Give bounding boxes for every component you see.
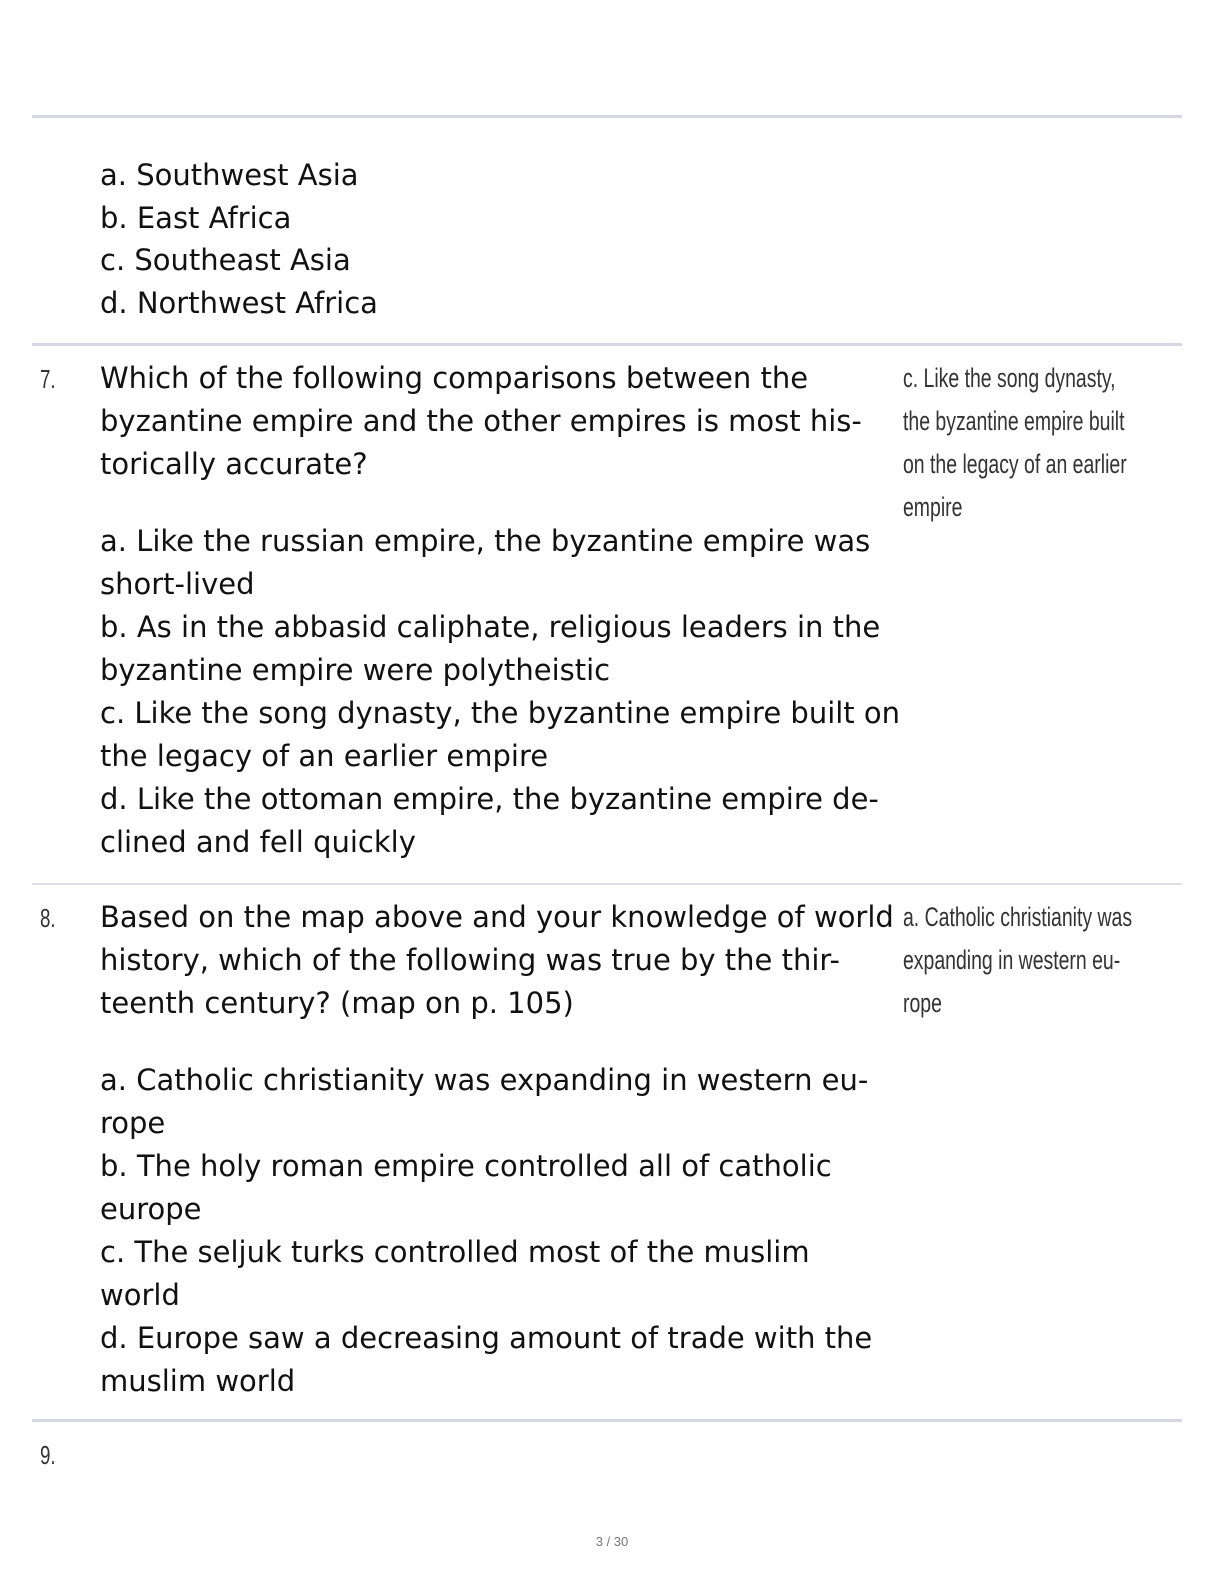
q7-option-line: short-lived	[100, 567, 255, 601]
q7-question-line: Which of the following comparisons between the	[100, 361, 809, 395]
q8-option-line: europe	[100, 1192, 202, 1226]
q8-option-line: a. Catholic christianity was expanding in western eu-	[100, 1063, 869, 1097]
question-7-number: 7.	[40, 364, 56, 394]
q6-option-b: b. East Africa	[100, 201, 292, 235]
q7-answer-line: on the legacy of an earlier	[903, 449, 1127, 479]
q8-option-line: world	[100, 1278, 180, 1312]
q7-option-line: byzantine empire were polytheistic	[100, 653, 611, 687]
q7-option-line: clined and fell quickly	[100, 825, 416, 859]
q8-option-line: b. The holy roman empire controlled all of catholic	[100, 1149, 832, 1183]
q7-option-line: c. Like the song dynasty, the byzantine empire built on	[100, 696, 901, 730]
q8-option-line: muslim world	[100, 1364, 296, 1398]
q6-option-c: c. Southeast Asia	[100, 243, 351, 277]
q7-answer-line: c. Like the song dynasty,	[903, 363, 1116, 393]
divider-q8-q9	[32, 1419, 1182, 1422]
q6-option-a: a. Southwest Asia	[100, 158, 359, 192]
question-8-number: 8.	[40, 903, 56, 933]
question-7-answer	[903, 357, 1177, 529]
question-9-number: 9.	[40, 1440, 56, 1470]
q8-option-line: rope	[100, 1106, 166, 1140]
page-number: 3 / 30	[595, 1534, 629, 1549]
q8-question-line: Based on the map above and your knowledge of world	[100, 900, 894, 934]
q7-answer-line: empire	[903, 492, 963, 522]
q8-question-line: history, which of the following was true by the thir-	[100, 943, 840, 977]
q7-option-line: the legacy of an earlier empire	[100, 739, 549, 773]
q7-question-line: torically accurate?	[100, 447, 368, 481]
q7-answer-line: the byzantine empire built	[903, 406, 1125, 436]
q8-option-line: d. Europe saw a decreasing amount of trade with the	[100, 1321, 873, 1355]
q7-question-line: byzantine empire and the other empires is most his-	[100, 404, 862, 438]
q8-answer-line: rope	[903, 988, 942, 1018]
top-divider	[32, 115, 1182, 118]
q8-question-line: teenth century? (map on p. 105)	[100, 986, 574, 1020]
divider-q7-q8	[32, 883, 1182, 885]
question-8-answer	[903, 896, 1177, 1025]
q7-option-line: d. Like the ottoman empire, the byzantine empire de-	[100, 782, 879, 816]
q8-answer-line: expanding in western eu-	[903, 945, 1121, 975]
q7-option-line: b. As in the abbasid caliphate, religious leaders in the	[100, 610, 881, 644]
q7-option-line: a. Like the russian empire, the byzantine empire was	[100, 524, 871, 558]
divider-q6-q7	[32, 343, 1182, 346]
q8-answer-line: a. Catholic christianity was	[903, 902, 1133, 932]
q8-option-line: c. The seljuk turks controlled most of the muslim	[100, 1235, 810, 1269]
q6-option-d: d. Northwest Africa	[100, 286, 378, 320]
